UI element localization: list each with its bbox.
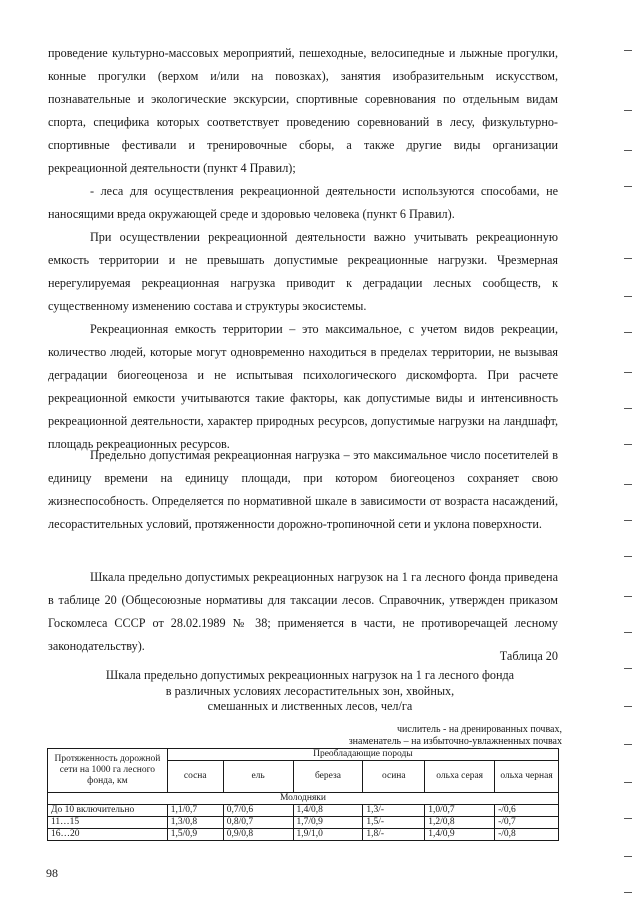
margin-tick [624, 150, 632, 151]
table-cell: 1,5/0,9 [167, 829, 223, 841]
paragraph-1: проведение культурно-массовых мероприятий, пешеходные, велосипедные и лыжные прогулки, конные прогулки (верхом и/или на повозках), занятия изобразительным искусством, познавательные и экологические экскурсии, спортивные соревнования по отдельным видам спорта, специфика которых соответствует проведению соревнований в лесу, физкультурно-спортивные фестивали и тренировочные сборы, а также другие виды организации рекреационной деятельности (пункт 4 Правил); [48, 46, 558, 175]
table-cell: 0,7/0,6 [223, 805, 293, 817]
group-young-stands: Молодняки [48, 793, 559, 805]
margin-tick [624, 110, 632, 111]
paragraph-5: Предельно допустимая рекреационная нагрузка – это максимальное число посетителей в единицу времени на единицу площади, при котором биогеоценоз сохраняет свою жизнеспособность. Определяется по нормативной шкале в зависимости от возраста насаждений, лесорастительных условий, протяженности дорожно-тропиночной сети и уклона поверхности. [48, 448, 558, 531]
species-pine: сосна [167, 761, 223, 793]
margin-tick [624, 408, 632, 409]
table-title [60, 668, 560, 715]
row-label: 16…20 [48, 829, 168, 841]
margin-tick [624, 186, 632, 187]
table-cell: 1,7/0,9 [293, 817, 363, 829]
table-note [349, 724, 562, 748]
margin-tick [624, 818, 632, 819]
margin-tick [624, 520, 632, 521]
table-cell: 0,9/0,8 [223, 829, 293, 841]
species-grey-alder: ольха серая [425, 761, 495, 793]
table-cell: -/0,6 [495, 805, 559, 817]
paragraph-3: При осуществлении рекреационной деятельности важно учитывать рекреационную емкость территории и не превышать допустимые рекреационные нагрузки. Чрезмерная нерегулируемая рекреационная нагрузка приводит к деградации лесных сообществ, к существенному изменению состава и структуры экосистемы. [48, 230, 558, 313]
margin-tick [624, 258, 632, 259]
table-cell: 1,5/- [363, 817, 425, 829]
species-black-alder: ольха черная [495, 761, 559, 793]
species-birch: береза [293, 761, 363, 793]
margin-tick [624, 556, 632, 557]
margin-tick [624, 632, 632, 633]
road-length-header: Протяженность дорожной сети на 1000 га лесного фонда, км [48, 749, 168, 793]
margin-tick [624, 706, 632, 707]
table-title-line-2: в различных условиях лесорастительных зон, хвойных, [165, 683, 455, 698]
table-cell: 1,0/0,7 [425, 805, 495, 817]
table-cell: 1,4/0,8 [293, 805, 363, 817]
recreation-load-table [47, 748, 559, 841]
paragraph-6: Шкала предельно допустимых рекреационных нагрузок на 1 га лесного фонда приведена в таблице 20 (Общесоюзные нормативы для таксации лесов. Справочник, утвержден приказом Госкомлеса СССР от 28.02.1989 № 38; применяется в части, не противоречащей лесному законодательству). [48, 570, 558, 653]
table-note-line-2: знаменатель – на избыточно-увлажненных почвах [348, 736, 562, 747]
margin-tick [624, 444, 632, 445]
table-cell: 0,8/0,7 [223, 817, 293, 829]
margin-tick [624, 596, 632, 597]
margin-tick [624, 668, 632, 669]
table-cell: 1,9/1,0 [293, 829, 363, 841]
row-label: 11…15 [48, 817, 168, 829]
margin-tick [624, 892, 632, 893]
margin-tick [624, 296, 632, 297]
table-cell: 1,8/- [363, 829, 425, 841]
margin-tick [624, 50, 632, 51]
table-note-line-1: числитель - на дренированных почвах, [397, 724, 562, 735]
row-label: До 10 включительно [48, 805, 168, 817]
table-cell: -/0,8 [495, 829, 559, 841]
table-cell: 1,3/- [363, 805, 425, 817]
margin-tick [624, 744, 632, 745]
species-header: Преобладающие породы [167, 749, 558, 761]
margin-tick [624, 856, 632, 857]
margin-tick [624, 782, 632, 783]
species-spruce: ель [223, 761, 293, 793]
table-cell: 1,4/0,9 [425, 829, 495, 841]
margin-tick [624, 332, 632, 333]
table-cell: 1,1/0,7 [167, 805, 223, 817]
margin-ticks [624, 0, 640, 905]
table-cell: -/0,7 [495, 817, 559, 829]
table-cell: 1,2/0,8 [425, 817, 495, 829]
table-row [48, 805, 559, 817]
table-row [48, 817, 559, 829]
table-row [48, 829, 559, 841]
table-cell: 1,3/0,8 [167, 817, 223, 829]
margin-tick [624, 372, 632, 373]
table-title-line-3: смешанных и лиственных лесов, чел/га [207, 699, 413, 713]
paragraph-4: Рекреационная емкость территории – это максимальное, с учетом видов рекреации, количество людей, которые могут одновременно находиться в пределах территории, не вызывая деградации биогеоценоза и не испытывая психологического дискомфорта. При расчете рекреационной емкости учитываются такие факторы, как допустимые виды и интенсивность рекреационной деятельности, характер природных ресурсов, допустимые нагрузки на ландшафт, площадь рекреационных ресурсов. [48, 322, 558, 451]
table-title-line-1: Шкала предельно допустимых рекреационных нагрузок на 1 га лесного фонда [105, 668, 515, 682]
margin-tick [624, 484, 632, 485]
table-label: Таблица 20 [499, 649, 558, 663]
species-aspen: осина [363, 761, 425, 793]
paragraph-2: - леса для осуществления рекреационной деятельности используются способами, не наносящими вреда окружающей среде и здоровью человека (пункт 6 Правил). [48, 184, 558, 221]
page-number: 98 [46, 866, 58, 880]
